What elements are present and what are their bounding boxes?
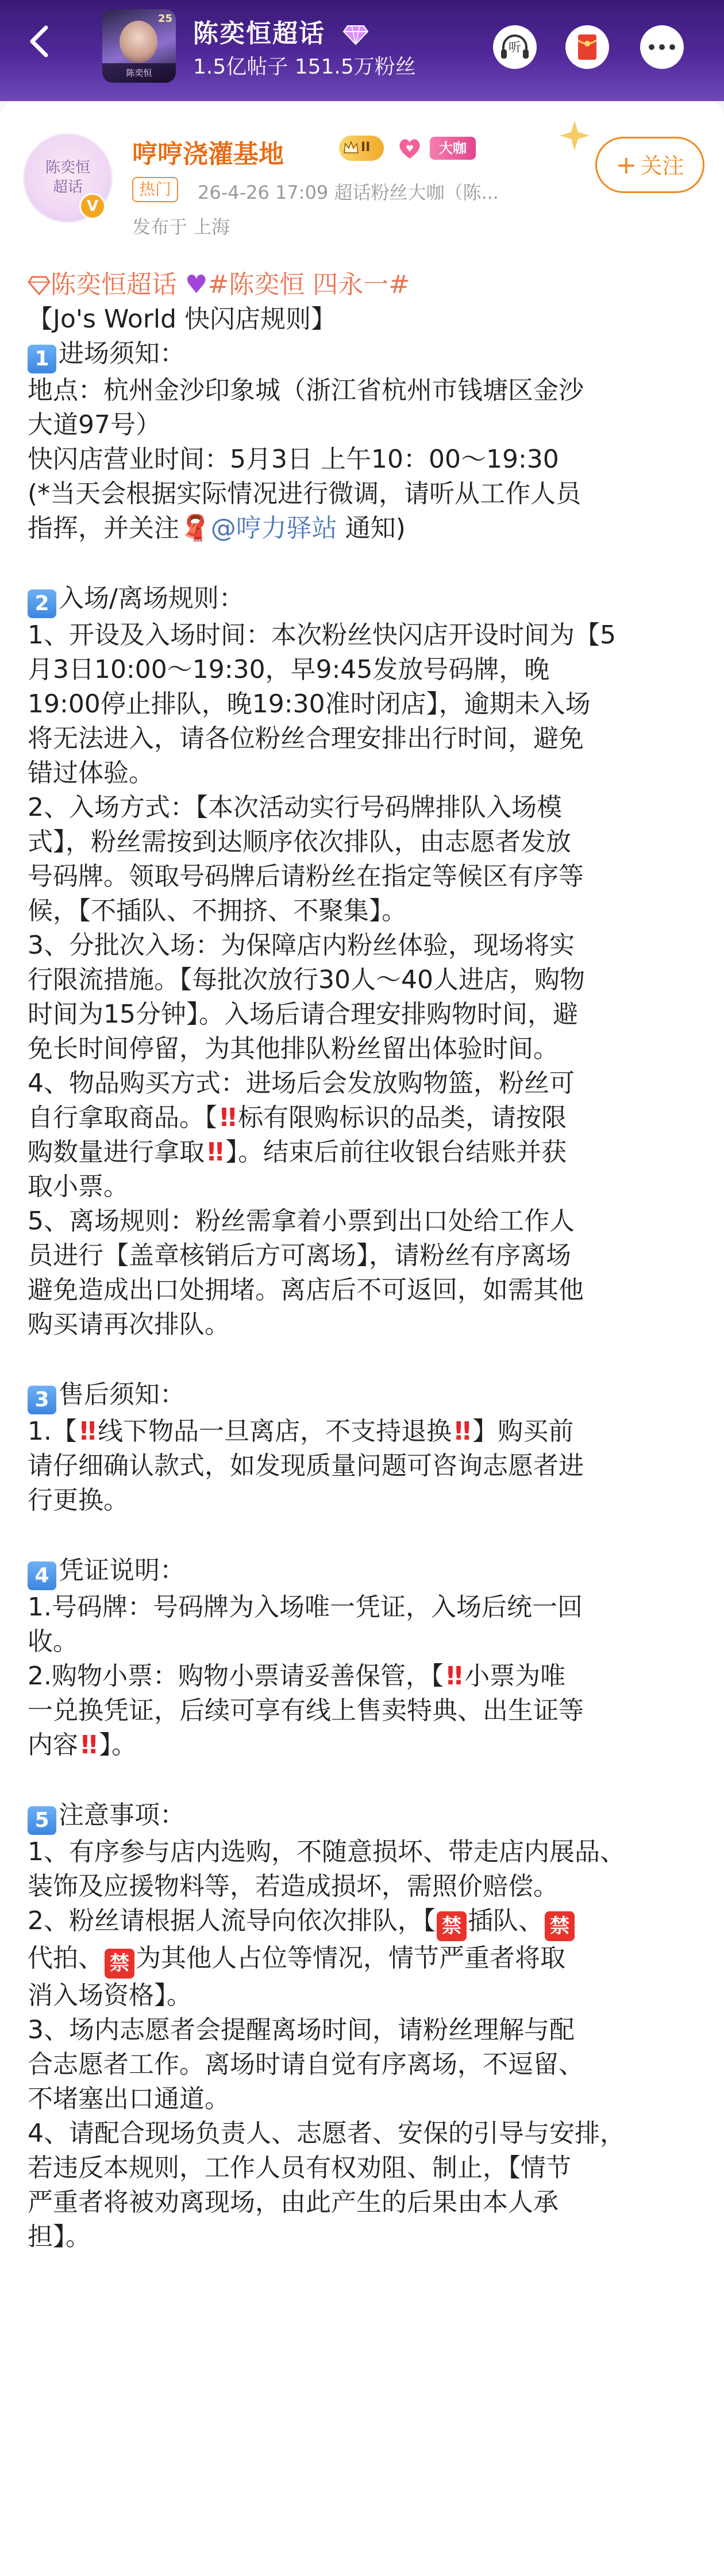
text-span: 自行拿取商品。【 (28, 1103, 217, 1132)
keycap-4-icon: 4 (28, 1561, 56, 1590)
text-line: 不堵塞出口通道。 (28, 2084, 230, 2114)
text-line: 将无法进入，请各位粉丝合理安排出行时间，避免 (28, 724, 584, 753)
crown-icon (342, 139, 360, 156)
hot-tag: 热门 (132, 177, 178, 202)
text-span: 内容 (28, 1730, 78, 1760)
text-line: 4、请配合现场负责人、志愿者、安保的引导与安排， (28, 2119, 625, 2148)
text-line: (*当天会根据实际情况进行微调，请听从工作人员 (28, 479, 581, 508)
fan-level-badge (339, 136, 384, 161)
text-span: 线下物品一旦离店，不支持退换 (98, 1417, 452, 1446)
vip-badge: 大咖 (430, 137, 476, 160)
post-meta: 26-4-26 17:09 超话粉丝大咖（陈... (198, 182, 499, 203)
section-2-heading (28, 581, 701, 618)
supertopic-title-text: 陈奕恒超话 (193, 19, 325, 48)
post-title: 【Jo's World 快闪店规则】 (28, 304, 336, 334)
text-line: 行限流措施。【每批次放行30人～40人进店，购物 (28, 965, 585, 994)
text-span: 通知) (337, 514, 406, 543)
text-span: 标有限购标识的品类，请按限 (238, 1103, 567, 1132)
text-line: 员进行【盖章核销后方可离场】，请粉丝有序离场 (28, 1241, 571, 1270)
text-line (28, 1941, 701, 1979)
text-span: 2、粉丝请根据人流导向依次排队，【 (28, 1906, 436, 1935)
double-exclamation-icon: !! (79, 1730, 96, 1760)
blank-line (28, 1518, 701, 1553)
svg-text:听: 听 (508, 41, 522, 55)
text-span: 小票为唯 (464, 1661, 566, 1691)
text-line (28, 1101, 701, 1135)
text-span: 代拍、 (28, 1943, 103, 1973)
text-line (28, 1659, 701, 1694)
text-span: 购数量进行拿取 (28, 1137, 205, 1167)
text-span: 】。 (99, 1730, 137, 1760)
supertopic-gem-icon (28, 276, 51, 295)
post-location: 发布于 上海 (132, 216, 230, 238)
section-heading-text: 入场/离场规则： (59, 584, 244, 613)
text-line: 收。 (28, 1627, 78, 1656)
headphones-icon[interactable] (491, 23, 539, 71)
fan-level-text: II (361, 140, 371, 155)
text-line: 免长时间停留，为其他排队粉丝留出体验时间。 (28, 1034, 559, 1063)
blank-line (28, 1763, 701, 1798)
text-line: 消入场资格】。 (28, 1981, 192, 2010)
supertopic-header (0, 0, 724, 101)
keycap-2-icon: 2 (28, 589, 56, 618)
text-line: 1、有序参与店内选购，不随意损坏、带走店内展品、 (28, 1837, 625, 1867)
avatar-text-line2: 超话 (52, 179, 83, 196)
text-line: 5、离场规则：粉丝需拿着小票到出口处给工作人 (28, 1206, 575, 1236)
section-1-heading (28, 337, 701, 373)
section-3-heading (28, 1378, 701, 1414)
plus-icon: + (615, 151, 637, 180)
double-exclamation-icon: !! (206, 1137, 222, 1167)
text-line: 1.号码牌：号码牌为入场唯一凭证，入场后统一回 (28, 1592, 583, 1622)
text-line: 一兑换凭证，后续可享有线上售卖特典、出生证等 (28, 1696, 584, 1725)
text-line (28, 1135, 701, 1170)
text-line: 担】。 (28, 2222, 91, 2251)
supertopic-avatar[interactable] (102, 9, 176, 83)
more-dots-icon[interactable] (638, 23, 686, 71)
post-card (0, 101, 724, 2576)
back-chevron-icon[interactable] (16, 17, 64, 65)
text-span: 2.购物小票：购物小票请妥善保管，【 (28, 1661, 444, 1691)
section-5-heading (28, 1798, 701, 1835)
text-line: 若违反本规则，工作人员有权劝阻、制止，【情节 (28, 2153, 571, 2182)
text-line: 取小票。 (28, 1172, 129, 1201)
author-name[interactable]: 哼哼浇灌基地 (132, 140, 284, 169)
text-span: 为其他人占位等情况，情节严重者将取 (136, 1943, 565, 1973)
follow-button[interactable] (595, 137, 704, 193)
text-line (28, 1904, 701, 1941)
keycap-1-icon: 1 (28, 345, 56, 373)
keycap-5-icon: 5 (28, 1806, 56, 1835)
scarf-icon: 🧣 (179, 514, 211, 543)
text-line: 购买请再次排队。 (28, 1310, 230, 1339)
text-line: 月3日10:00～19:30，早9:45发放号码牌，晚 (28, 655, 550, 684)
text-span: 】。结束后前往收银台结账并获 (225, 1137, 567, 1167)
section-heading-text: 凭证说明： (59, 1556, 185, 1585)
double-exclamation-icon: !! (218, 1103, 235, 1132)
text-line (28, 511, 701, 546)
post-body (28, 268, 701, 2254)
text-span: 插队、 (468, 1906, 544, 1935)
section-4-heading (28, 1553, 701, 1590)
text-line: 号码牌。领取号码牌后请粉丝在指定等候区有序等 (28, 862, 584, 891)
text-line: 避免造成出口处拥堵。离店后不可返回，如需其他 (28, 1275, 584, 1305)
text-line: 严重者将被劝离现场，由此产生的后果由本人承 (28, 2188, 559, 2217)
verified-badge-icon: V (79, 193, 106, 219)
hashtag-link[interactable]: #陈奕恒 四永一# (207, 270, 410, 299)
red-envelope-icon[interactable] (563, 23, 611, 71)
purple-heart-icon: ♥ (185, 270, 208, 299)
text-line: 1、开设及入场时间：本次粉丝快闪店开设时间为【5 (28, 620, 616, 650)
double-exclamation-icon: !! (78, 1417, 95, 1446)
section-heading-text: 注意事项： (59, 1800, 185, 1830)
diamond-icon (343, 25, 368, 45)
forbidden-icon: 禁 (545, 1911, 575, 1941)
avatar-badge: 25 (157, 13, 172, 25)
text-line: 3、分批次入场：为保障店内粉丝体验，现场将实 (28, 931, 575, 960)
text-span: 指挥，并关注 (28, 514, 179, 543)
forbidden-icon: 禁 (105, 1949, 134, 1979)
blank-line (28, 1342, 701, 1378)
avatar-text-line1: 陈奕恒 (45, 159, 90, 176)
supertopic-link[interactable]: 陈奕恒超话 (51, 270, 177, 299)
keycap-3-icon: 3 (28, 1386, 56, 1414)
text-line: 行更换。 (28, 1486, 129, 1515)
text-span: 1.【 (28, 1417, 77, 1446)
fan-heart-badge-icon (396, 136, 423, 161)
text-line: 地点：杭州金沙印象城（浙江省杭州市钱塘区金沙 (28, 376, 584, 405)
text-line: 候，【不插队、不拥挤、不聚集】。 (28, 896, 407, 925)
text-line: 4、物品购买方式：进场后会发放购物篮，粉丝可 (28, 1069, 575, 1098)
double-exclamation-icon: !! (453, 1417, 469, 1446)
svg-text:♥: ♥ (405, 143, 414, 154)
text-line: 请仔细确认款式，如发现质量问题可咨询志愿者进 (28, 1451, 584, 1480)
section-heading-text: 售后须知： (59, 1380, 185, 1409)
section-heading-text: 进场须知： (59, 339, 185, 368)
double-exclamation-icon: !! (444, 1661, 461, 1691)
topic-line (28, 268, 701, 302)
text-line (28, 1414, 701, 1449)
blank-line (28, 546, 701, 581)
forbidden-icon: 禁 (437, 1911, 467, 1941)
text-line: 19:00停止排队，晚19:30准时闭店】，逾期未入场 (28, 689, 591, 719)
text-line: 装饰及应援物料等，若造成损坏，需照价赔偿。 (28, 1872, 559, 1901)
text-line: 错过体验。 (28, 758, 154, 788)
text-line: 大道97号） (28, 410, 161, 439)
mention-link[interactable]: @哼力驿站 (210, 514, 337, 543)
follow-label: 关注 (640, 153, 684, 179)
supertopic-title[interactable] (193, 13, 368, 49)
supertopic-stats: 1.5亿帖子 151.5万粉丝 (193, 55, 416, 79)
text-line: 时间为15分钟】。入场后请合理安排购物时间，避 (28, 1000, 578, 1029)
text-line: 2、入场方式：【本次活动实行号码牌排队入场模 (28, 793, 562, 822)
avatar-caption: 陈奕恒 (102, 63, 176, 83)
text-line (28, 1728, 701, 1763)
avatar-portrait (120, 21, 157, 63)
text-line: 式】，粉丝需按到达顺序依次排队，由志愿者发放 (28, 827, 571, 857)
text-span: 】购买前 (472, 1417, 574, 1446)
text-line: 3、场内志愿者会提醒离场时间，请粉丝理解与配 (28, 2015, 575, 2045)
text-line: 快闪店营业时间：5月3日 上午10：00～19:30 (28, 445, 559, 474)
text-line: 合志愿者工作。离场时请自觉有序离场，不逗留、 (28, 2050, 584, 2079)
sparkle-icon (557, 118, 592, 153)
